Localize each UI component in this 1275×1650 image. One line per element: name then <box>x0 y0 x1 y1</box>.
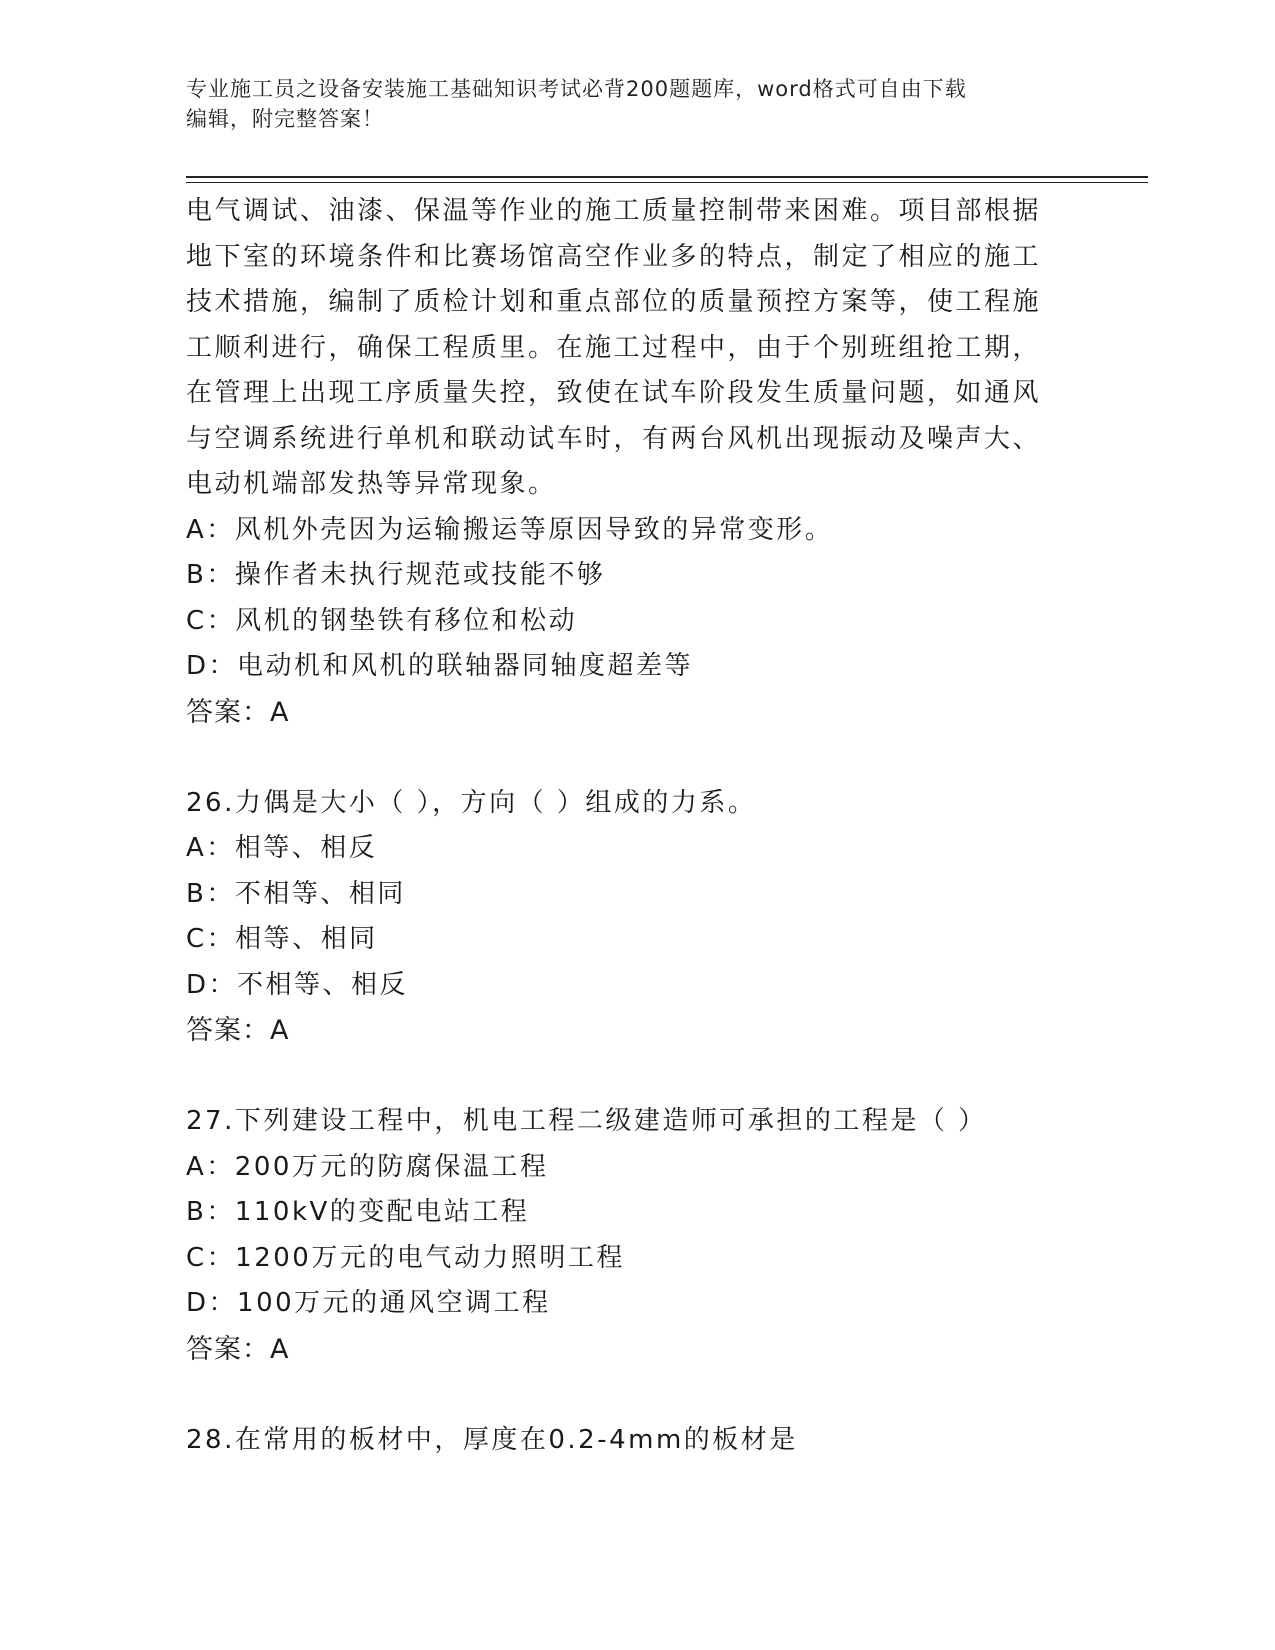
option-a: A：200万元的防腐保温工程 <box>186 1151 549 1182</box>
question-25-options <box>186 508 1086 736</box>
option-b: B：不相等、相同 <box>186 878 406 909</box>
option-d: D：100万元的通风空调工程 <box>186 1288 551 1318</box>
option-a: A：相等、相反 <box>186 833 378 863</box>
option-b: B：110kV的变配电站工程 <box>186 1197 530 1227</box>
option-c: C：相等、相同 <box>186 924 378 954</box>
header-title-line-1: 专业施工员之设备安装施工基础知识考试必背200题题库，word格式可自由下载 <box>186 77 967 101</box>
answer-line: 答案：A <box>186 1015 290 1046</box>
document-body <box>186 189 1086 1463</box>
spacer <box>186 735 1086 781</box>
spacer <box>186 1054 1086 1100</box>
option-a: A：风机外壳因为运输搬运等原因导致的异常变形。 <box>186 514 834 545</box>
question-28 <box>186 1418 1086 1464</box>
page-header <box>186 74 1086 134</box>
option-d: D：电动机和风机的联轴器同轴度超差等 <box>186 651 694 681</box>
question-passage <box>186 189 1086 508</box>
passage-line: 工顺利进行，确保工程质里。在施工过程中，由于个别班组抢工期， <box>186 332 1042 363</box>
passage-line: 在管理上出现工序质量失控，致使在试车阶段发生质量问题，如通风 <box>186 378 1042 408</box>
header-title-line-2: 编辑，附完整答案！ <box>186 107 384 131</box>
answer-line: 答案：A <box>186 696 290 728</box>
header-divider-thick <box>186 176 1148 178</box>
question-27 <box>186 1099 1086 1372</box>
header-divider-thin <box>186 182 1148 183</box>
option-b: B：操作者未执行规范或技能不够 <box>186 560 606 590</box>
option-c: C：风机的钢垫铁有移位和松动 <box>186 605 578 636</box>
question-stem: 27.下列建设工程中，机电工程二级建造师可承担的工程是（ ） <box>186 1106 987 1136</box>
spacer <box>186 1372 1086 1418</box>
question-stem: 28.在常用的板材中，厚度在0.2-4mm的板材是 <box>186 1424 798 1455</box>
passage-line: 电动机端部发热等异常现象。 <box>186 469 557 499</box>
passage-line: 与空调系统进行单机和联动试车时，有两台风机出现振动及噪声大、 <box>186 423 1042 454</box>
passage-line: 电气调试、油漆、保温等作业的施工质量控制带来困难。项目部根据 <box>186 196 1042 226</box>
passage-line: 技术措施，编制了质检计划和重点部位的质量预控方案等，使工程施 <box>186 287 1042 317</box>
question-26 <box>186 781 1086 1054</box>
passage-line: 地下室的环境条件和比赛场馆高空作业多的特点，制定了相应的施工 <box>186 241 1042 272</box>
question-stem: 26.力偶是大小（ ），方向（ ）组成的力系。 <box>186 787 757 818</box>
answer-line: 答案：A <box>186 1333 290 1365</box>
option-c: C：1200万元的电气动力照明工程 <box>186 1242 625 1273</box>
option-d: D：不相等、相反 <box>186 969 409 1000</box>
